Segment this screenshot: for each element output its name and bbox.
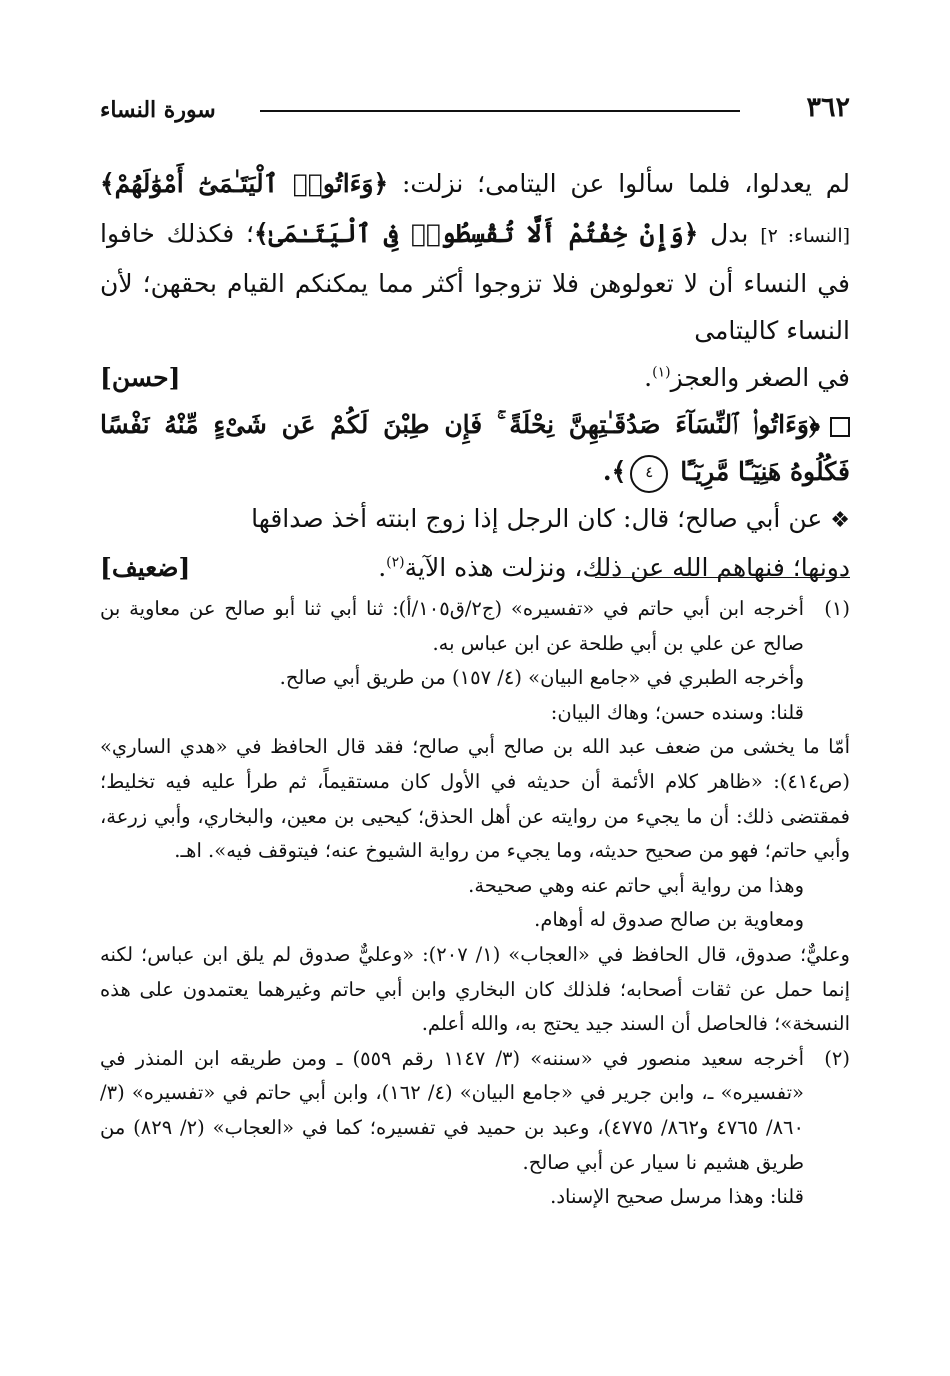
footnote-separator [595,577,850,578]
paragraph-2-last-line: دونها؛ فنهاهم الله عن ذلك، ونزلت هذه الآية$^{(٢)}$. [ضعيف] [100,544,850,591]
text-segment: ؛ فكذلك خافوا في النساء أن لا تعولوهن فلا تزوجوا أكثر مما يمكنكم القيام بحقهن؛ لأن النساء كاليتامى [100,219,850,345]
quran-quote: ﴿وَءَاتُوا۟ ٱلْيَتَـٰمَىٰٓ أَمْوَٰلَهُمْ﴾ [100,169,389,198]
page-number: ٣٦٢ [806,92,850,123]
diamond-bullet-icon: ❖ [830,508,850,533]
footnotes [100,592,850,1215]
paragraph-1 [100,160,850,354]
verse-reference: [النساء: ٢] [760,225,851,247]
grade-label: [ضعيف] [100,553,191,582]
surah-title: سورة النساء [100,97,216,123]
text-segment: بدل [698,219,761,248]
footnote-line: قلنا: وهذا مرسل صحيح الإسناد. [550,1185,804,1209]
footnote-line: أخرجه ابن أبي حاتم في «تفسيره» (ج٢/ق١٠٥/أ): ثنا أبي ثنا أبو صالح عن معاوية بن صالح عن علي بن أبي طلحة عن ابن عباس به. [100,597,805,655]
quran-quote: ﴿وَإِنْ خِفْتُمْ أَلَّا تُقْسِطُوا۟ فِى ٱلْيَتَـٰمَىٰ﴾ [254,219,699,248]
verse-number-ornament-icon: ٤ [630,455,668,493]
quran-verse: ﴿وَءَاتُوا۟ ٱلنِّسَآءَ صَدُقَـٰتِهِنَّ نِحْلَةً ۚ فَإِن طِبْنَ لَكُمْ عَن شَىْءٍ مِّنْهُ نَفْسًا فَكُلُوهُ هَنِيٓـًٔا مَّرِيٓـًٔا [100,410,850,486]
footnote-line: وعليٌّ؛ صدوق، قال الحافظ في «العجاب» (١/ ٢٠٧): «وعليٌّ صدوق لم يلق ابن عباس؛ لكنه إنما حمل عن ثقات أصحابه؛ فلذلك كان البخاري وابن أبي حاتم وغيرهما يعتمدون على هذه النسخة»؛ فالحاصل أن السند جيد يحتج به، والله أعلم. [100,942,850,1036]
footnote-line: أمّا ما يخشى من ضعف عبد الله بن صالح أبي صالح؛ فقد قال الحافظ في «هدي الساري» (ص٤١٤): «ظاهر كلام الأئمة أن حديثه في الأول كان مستقيماً، ثم طرأ عليه فيه تخليط؛ فمقتضى ذلك: أن ما يجيء من روايته عن أهل الحذق؛ كيحيى بن معين، والبخاري، وأبي زرعة، وأبي حاتم؛ فهو من صحيح حديثه، وما يجيء من رواية الشيوخ عنه؛ فيتوقف فيه». اهـ. [100,735,850,863]
header-rule [260,110,740,112]
main-text [100,160,850,591]
footnote-line: قلنا: وسنده حسن؛ وهاك البيان: [550,700,804,724]
text-segment: دونها؛ فنهاهم الله عن ذلك، ونزلت هذه الآية [404,553,850,582]
footnote-mark: (٢) [386,554,405,571]
text-segment: عن أبي صالح؛ قال: كان الرجل إذا زوج ابنته أخذ صداقها [251,504,823,533]
footnote-number: (١) [824,597,850,620]
footnote-mark: (١) [652,364,671,381]
footnote-line: أخرجه سعيد منصور في «سننه» (٣/ ١١٤٧ رقم ٥٥٩) ـ ومن طريقه ابن المنذر في «تفسيره» ـ، وابن جرير في «جامع البيان» (٤/ ١٦٢)، وابن أبي حاتم في «تفسيره» (٣/ ٨٦٠/ ٤٧٦٥ و٨٦٢/ ٤٧٧٥)، وعبد بن حميد في تفسيره؛ كما في «العجاب» (٢/ ٨٢٩) من طريق هشيم نا سيار عن أبي صالح. [100,1046,804,1174]
paragraph-1-last-line: في الصغر والعجز$^{(١)}$. [حسن] [100,354,850,401]
footnote-2 [100,1042,850,1215]
footnote-1 [100,592,850,730]
square-bullet-icon [830,417,850,437]
footnote-line: ومعاوية بن صالح صدوق له أوهام. [534,908,804,932]
page-header [100,88,850,128]
text-segment: في الصغر والعجز [670,363,850,392]
paragraph-2 [100,495,850,544]
text-segment: لم يعدلوا، فلما سألوا عن اليتامى؛ نزلت: [388,169,850,198]
footnote-line: وهذا من رواية أبي حاتم عنه وهي صحيحة. [468,873,804,897]
footnote-number: (٢) [824,1046,850,1070]
verse-heading [100,401,850,495]
footnote-line: وأخرجه الطبري في «جامع البيان» (٤/ ١٥٧) من طريق أبي صالح. [279,666,804,690]
grade-label: [حسن] [100,363,181,392]
verse-close: ﴾. [602,457,627,486]
